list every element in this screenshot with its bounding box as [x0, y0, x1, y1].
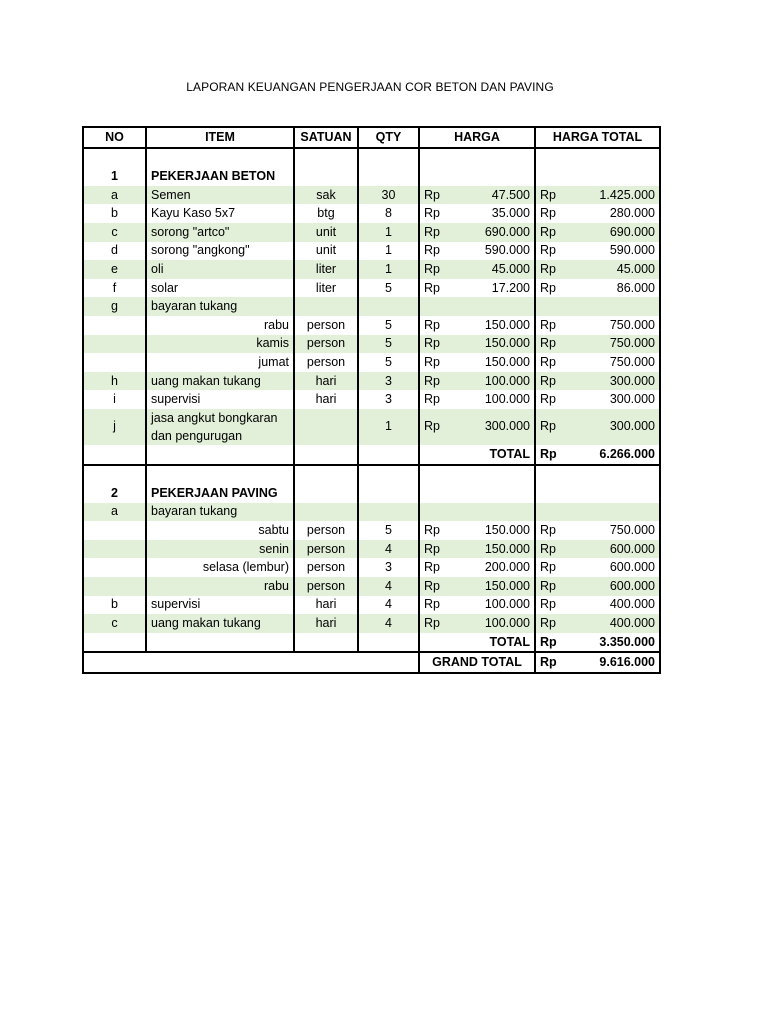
- row-number: c: [83, 223, 146, 242]
- currency-label: Rp: [419, 409, 455, 445]
- row-harga: 100.000: [455, 390, 535, 409]
- currency-label: Rp: [540, 392, 556, 407]
- report-title: LAPORAN KEUANGAN PENGERJAAN COR BETON DAN PAVING: [186, 80, 554, 94]
- row-day: rabu: [146, 577, 294, 596]
- row-satuan: unit: [294, 223, 358, 242]
- empty-cell: [455, 167, 535, 186]
- row-harga: 45.000: [455, 260, 535, 279]
- currency-label: Rp: [535, 614, 571, 633]
- row-item: sorong "angkong": [146, 242, 294, 261]
- table-row: [83, 409, 660, 445]
- row-qty: 4: [358, 540, 419, 559]
- empty-cell: [419, 148, 455, 168]
- currency-label: Rp: [424, 560, 440, 575]
- row-qty: 3: [358, 390, 419, 409]
- currency-label: Rp: [419, 223, 455, 242]
- row-qty: 5: [358, 335, 419, 354]
- table-row: [83, 279, 660, 298]
- total-label: TOTAL: [455, 445, 535, 465]
- table-row: [83, 614, 660, 633]
- row-qty: 3: [358, 372, 419, 391]
- currency-label: Rp: [540, 243, 556, 258]
- table-row: [83, 577, 660, 596]
- row-harga: 150.000: [455, 335, 535, 354]
- row-number: c: [83, 614, 146, 633]
- currency-label: Rp: [535, 652, 571, 673]
- row-number: [83, 335, 146, 354]
- currency-label: Rp: [535, 186, 571, 205]
- empty-cell: [358, 167, 419, 186]
- row-satuan: person: [294, 353, 358, 372]
- row-item: sorong "artco": [146, 223, 294, 242]
- row-harga: 150.000: [455, 540, 535, 559]
- row-harga: 17.200: [455, 279, 535, 298]
- empty-cell: [571, 484, 660, 503]
- row-total: 300.000: [571, 390, 660, 409]
- empty-cell: [146, 465, 294, 485]
- table-row: [83, 372, 660, 391]
- row-qty: 3: [358, 558, 419, 577]
- spacer-row: [83, 465, 660, 485]
- row-harga: 100.000: [455, 596, 535, 615]
- section-number: 1: [83, 167, 146, 186]
- row-item: uang makan tukang: [146, 614, 294, 633]
- empty-cell: [294, 465, 358, 485]
- row-harga: 100.000: [455, 614, 535, 633]
- row-day: sabtu: [146, 521, 294, 540]
- row-qty: 8: [358, 204, 419, 223]
- row-total: 750.000: [571, 521, 660, 540]
- table-row: [83, 186, 660, 205]
- empty-cell: [358, 633, 419, 653]
- row-total: [571, 503, 660, 522]
- row-harga: 690.000: [455, 223, 535, 242]
- currency-label: Rp: [535, 409, 571, 445]
- row-number: a: [83, 503, 146, 522]
- grand-total-label: GRAND TOTAL: [419, 652, 535, 673]
- row-harga: 35.000: [455, 204, 535, 223]
- row-item: supervisi: [146, 390, 294, 409]
- currency-label: Rp: [535, 260, 571, 279]
- row-harga: 100.000: [455, 372, 535, 391]
- empty-cell: [83, 465, 146, 485]
- empty-cell: [294, 633, 358, 653]
- row-day: jumat: [146, 353, 294, 372]
- row-total: 1.425.000: [571, 186, 660, 205]
- row-number: [83, 540, 146, 559]
- currency-label: Rp: [535, 445, 571, 465]
- total-value: 6.266.000: [571, 445, 660, 465]
- currency-label: Rp: [419, 186, 455, 205]
- currency-label: Rp: [424, 392, 440, 407]
- financial-report-table: [82, 126, 661, 674]
- currency-label: Rp: [535, 372, 571, 391]
- row-number: d: [83, 242, 146, 261]
- row-harga: 590.000: [455, 242, 535, 261]
- row-total: 600.000: [571, 577, 660, 596]
- currency-label: Rp: [540, 317, 556, 332]
- row-satuan: [294, 409, 358, 445]
- empty-cell: [83, 652, 419, 673]
- empty-cell: [358, 484, 419, 503]
- empty-cell: [535, 465, 571, 485]
- row-number: j: [83, 409, 146, 445]
- currency-label: Rp: [424, 523, 440, 538]
- row-harga: [455, 297, 535, 316]
- empty-cell: [455, 148, 535, 168]
- row-satuan: person: [294, 558, 358, 577]
- row-item: supervisi: [146, 596, 294, 615]
- row-harga: 150.000: [455, 353, 535, 372]
- header-no: NO: [83, 127, 146, 148]
- currency-label: Rp: [535, 335, 571, 354]
- row-day: kamis: [146, 335, 294, 354]
- currency-label: Rp: [419, 540, 455, 559]
- row-satuan: sak: [294, 186, 358, 205]
- empty-cell: [294, 167, 358, 186]
- row-satuan: hari: [294, 372, 358, 391]
- empty-cell: [455, 465, 535, 485]
- row-satuan: btg: [294, 204, 358, 223]
- row-item: oli: [146, 260, 294, 279]
- row-item: jasa angkut bongkaran dan pengurugan: [146, 409, 294, 445]
- currency-label: Rp: [535, 633, 571, 653]
- currency-label: Rp: [424, 280, 440, 295]
- row-number: i: [83, 390, 146, 409]
- section-title-row: [83, 167, 660, 186]
- row-item: solar: [146, 279, 294, 298]
- row-total: 300.000: [571, 372, 660, 391]
- grand-total-row: [83, 652, 660, 673]
- empty-cell: [146, 633, 294, 653]
- empty-cell: [419, 445, 455, 465]
- row-total: 45.000: [571, 260, 660, 279]
- table-row: [83, 335, 660, 354]
- total-value: 3.350.000: [571, 633, 660, 653]
- currency-label: Rp: [540, 206, 556, 221]
- empty-cell: [358, 445, 419, 465]
- row-satuan: [294, 297, 358, 316]
- row-item: Semen: [146, 186, 294, 205]
- empty-cell: [83, 148, 146, 168]
- currency-label: Rp: [535, 223, 571, 242]
- row-total: [571, 297, 660, 316]
- empty-cell: [535, 167, 571, 186]
- row-satuan: hari: [294, 614, 358, 633]
- currency-label: Rp: [419, 577, 455, 596]
- section-title: PEKERJAAN BETON: [146, 167, 294, 186]
- row-number: b: [83, 204, 146, 223]
- row-number: a: [83, 186, 146, 205]
- row-harga: 200.000: [455, 558, 535, 577]
- row-satuan: person: [294, 577, 358, 596]
- section-title: PEKERJAAN PAVING: [146, 484, 294, 503]
- row-number: g: [83, 297, 146, 316]
- grand-total-value: 9.616.000: [571, 652, 660, 673]
- empty-cell: [535, 148, 571, 168]
- currency-label: Rp: [535, 540, 571, 559]
- row-day: senin: [146, 540, 294, 559]
- table-row: [83, 353, 660, 372]
- row-qty: 4: [358, 577, 419, 596]
- currency-label: Rp: [540, 560, 556, 575]
- row-qty: [358, 503, 419, 522]
- empty-cell: [419, 484, 455, 503]
- table-row: [83, 316, 660, 335]
- currency-label: Rp: [424, 243, 440, 258]
- row-qty: 1: [358, 409, 419, 445]
- row-total: 280.000: [571, 204, 660, 223]
- row-total: 86.000: [571, 279, 660, 298]
- empty-cell: [294, 484, 358, 503]
- row-total: 750.000: [571, 353, 660, 372]
- row-item: bayaran tukang: [146, 503, 294, 522]
- table-row: [83, 596, 660, 615]
- row-satuan: unit: [294, 242, 358, 261]
- row-harga: 150.000: [455, 316, 535, 335]
- row-qty: 1: [358, 223, 419, 242]
- currency-label: [419, 503, 455, 522]
- row-number: [83, 316, 146, 335]
- row-day: rabu: [146, 316, 294, 335]
- currency-label: [419, 297, 455, 316]
- empty-cell: [358, 148, 419, 168]
- row-qty: 4: [358, 614, 419, 633]
- row-number: e: [83, 260, 146, 279]
- section-title-row: [83, 484, 660, 503]
- empty-cell: [419, 633, 455, 653]
- row-total: 300.000: [571, 409, 660, 445]
- currency-label: Rp: [540, 597, 556, 612]
- empty-cell: [294, 148, 358, 168]
- row-total: 590.000: [571, 242, 660, 261]
- spacer-row: [83, 148, 660, 168]
- row-harga: 150.000: [455, 577, 535, 596]
- total-label: TOTAL: [455, 633, 535, 653]
- row-total: 750.000: [571, 335, 660, 354]
- empty-cell: [146, 148, 294, 168]
- row-total: 400.000: [571, 596, 660, 615]
- currency-label: Rp: [540, 523, 556, 538]
- row-number: h: [83, 372, 146, 391]
- empty-cell: [294, 445, 358, 465]
- empty-cell: [571, 465, 660, 485]
- currency-label: Rp: [540, 354, 556, 369]
- table-row: [83, 390, 660, 409]
- row-qty: 1: [358, 242, 419, 261]
- row-number: [83, 558, 146, 577]
- empty-cell: [419, 167, 455, 186]
- row-number: f: [83, 279, 146, 298]
- row-qty: 30: [358, 186, 419, 205]
- currency-label: Rp: [419, 260, 455, 279]
- header-item: ITEM: [146, 127, 294, 148]
- row-harga: 300.000: [455, 409, 535, 445]
- row-qty: 5: [358, 316, 419, 335]
- section-total-row: [83, 633, 660, 653]
- row-qty: 4: [358, 596, 419, 615]
- currency-label: Rp: [424, 206, 440, 221]
- header-harga-total: HARGA TOTAL: [535, 127, 660, 148]
- row-satuan: person: [294, 521, 358, 540]
- row-satuan: [294, 503, 358, 522]
- row-satuan: person: [294, 316, 358, 335]
- row-satuan: person: [294, 540, 358, 559]
- currency-label: Rp: [424, 597, 440, 612]
- currency-label: Rp: [535, 577, 571, 596]
- table-row: [83, 297, 660, 316]
- currency-label: Rp: [419, 372, 455, 391]
- empty-cell: [83, 445, 146, 465]
- row-satuan: liter: [294, 279, 358, 298]
- empty-cell: [571, 148, 660, 168]
- row-satuan: hari: [294, 596, 358, 615]
- currency-label: Rp: [419, 335, 455, 354]
- table-row: [83, 521, 660, 540]
- currency-label: Rp: [424, 317, 440, 332]
- table-row: [83, 223, 660, 242]
- row-number: [83, 353, 146, 372]
- row-satuan: person: [294, 335, 358, 354]
- row-number: [83, 521, 146, 540]
- empty-cell: [83, 633, 146, 653]
- empty-cell: [358, 465, 419, 485]
- row-qty: 1: [358, 260, 419, 279]
- currency-label: [535, 503, 571, 522]
- row-total: 400.000: [571, 614, 660, 633]
- row-qty: 5: [358, 279, 419, 298]
- row-satuan: liter: [294, 260, 358, 279]
- row-number: b: [83, 596, 146, 615]
- row-total: 750.000: [571, 316, 660, 335]
- row-total: 690.000: [571, 223, 660, 242]
- currency-label: Rp: [424, 354, 440, 369]
- header-row: [83, 127, 660, 148]
- header-qty: QTY: [358, 127, 419, 148]
- table-row: [83, 540, 660, 559]
- section-number: 2: [83, 484, 146, 503]
- row-harga: 47.500: [455, 186, 535, 205]
- row-item: Kayu Kaso 5x7: [146, 204, 294, 223]
- currency-label: Rp: [540, 280, 556, 295]
- row-harga: 150.000: [455, 521, 535, 540]
- header-satuan: SATUAN: [294, 127, 358, 148]
- empty-cell: [419, 465, 455, 485]
- section-total-row: [83, 445, 660, 465]
- empty-cell: [146, 445, 294, 465]
- row-qty: 5: [358, 353, 419, 372]
- row-number: [83, 577, 146, 596]
- row-item: bayaran tukang: [146, 297, 294, 316]
- row-item: uang makan tukang: [146, 372, 294, 391]
- row-day: selasa (lembur): [146, 558, 294, 577]
- table-row: [83, 204, 660, 223]
- table-row: [83, 260, 660, 279]
- row-total: 600.000: [571, 558, 660, 577]
- row-qty: 5: [358, 521, 419, 540]
- table-row: [83, 242, 660, 261]
- row-harga: [455, 503, 535, 522]
- row-total: 600.000: [571, 540, 660, 559]
- currency-label: Rp: [419, 614, 455, 633]
- table-row: [83, 503, 660, 522]
- row-satuan: hari: [294, 390, 358, 409]
- empty-cell: [571, 167, 660, 186]
- empty-cell: [535, 484, 571, 503]
- table-row: [83, 558, 660, 577]
- row-qty: [358, 297, 419, 316]
- currency-label: [535, 297, 571, 316]
- header-harga: HARGA: [419, 127, 535, 148]
- empty-cell: [455, 484, 535, 503]
